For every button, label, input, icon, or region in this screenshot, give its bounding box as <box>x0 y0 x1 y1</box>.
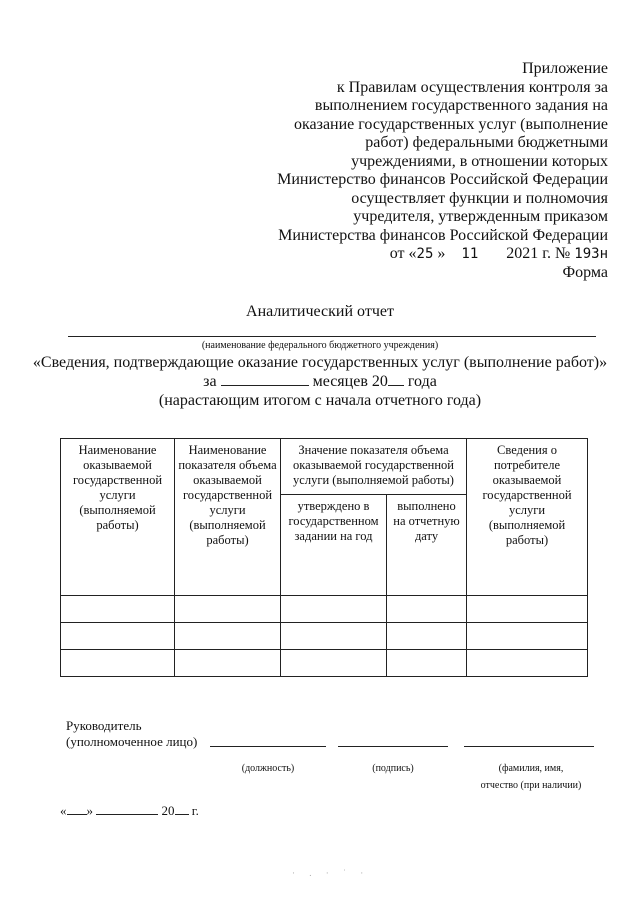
cumulative-note: (нарастающим итогом с начала отчетного года) <box>158 392 482 409</box>
table-cell[interactable] <box>467 650 588 677</box>
table-cell[interactable] <box>175 623 281 650</box>
scan-artifacts: · . · ˙ · <box>292 868 370 878</box>
header-service-name: Наименование оказываемой государственной услуги (выполняемой работы) <box>61 439 175 596</box>
date-year-prefix: 20 <box>161 803 175 818</box>
report-subtitle-block <box>0 353 640 410</box>
period-year-blank <box>388 373 404 386</box>
table-cell[interactable] <box>61 650 175 677</box>
report-table <box>60 438 588 677</box>
full-name-line[interactable] <box>464 746 594 747</box>
header-line: работ) федеральными бюджетными <box>365 134 608 151</box>
header-approved: утверждено в государственном задании на год <box>281 494 387 595</box>
header-line: Министерства финансов Российской Федерации <box>278 226 608 244</box>
table-cell[interactable] <box>467 596 588 623</box>
header-line: осуществляет функции и полномочия <box>351 189 608 207</box>
full-name-caption-line1: (фамилия, имя, <box>498 763 564 774</box>
position-line[interactable] <box>210 746 326 747</box>
signatory-subtitle: (уполномоченное лицо) <box>66 734 198 749</box>
order-reference <box>268 245 608 264</box>
order-number: 193н <box>574 246 608 262</box>
header-line: оказание государственных услуг (выполнение <box>293 115 608 133</box>
date-open-quote: « <box>60 803 67 818</box>
table-cell[interactable] <box>61 623 175 650</box>
date-year-blank[interactable] <box>175 802 189 815</box>
table-cell[interactable] <box>61 596 175 623</box>
table-cell[interactable] <box>281 650 387 677</box>
position-caption: (должность) <box>241 763 295 774</box>
order-year: 2021 г. № <box>506 245 571 262</box>
header-line: выполнением государственного задания на <box>314 97 608 114</box>
signatory-title: Руководитель <box>66 718 142 733</box>
date-close-quote: » <box>86 803 93 818</box>
appendix-header <box>268 60 608 282</box>
header-indicator-name: Наименование показателя объема оказываемой государственной услуги (выполняемой работы) <box>175 439 281 596</box>
period-prefix: за <box>203 373 217 390</box>
table-cell[interactable] <box>281 623 387 650</box>
header-line: Приложение <box>522 60 608 77</box>
table-cell[interactable] <box>281 596 387 623</box>
date-month-blank[interactable] <box>96 802 158 815</box>
table-cell[interactable] <box>387 623 467 650</box>
header-line: к Правилам осуществления контроля за <box>336 78 608 96</box>
header-completed: выполнено на отчетную дату <box>387 494 467 595</box>
table-row <box>61 650 588 677</box>
header-line: учредителя, утвержденным приказом <box>353 208 608 225</box>
org-caption: (наименование федерального бюджетного учреждения) <box>201 340 439 351</box>
header-line: Министерство финансов Российской Федерации <box>277 171 608 188</box>
order-month: 11 <box>461 246 479 262</box>
period-suffix: года <box>407 373 437 390</box>
order-quote-close: » <box>437 245 446 262</box>
header-indicator-value: Значение показателя объема оказываемой государственной услуги (выполняемой работы) <box>281 439 467 495</box>
full-name-caption <box>456 760 606 794</box>
period-months-blank <box>221 373 309 386</box>
date-line <box>60 802 199 819</box>
period-middle: месяцев 20 <box>312 373 388 390</box>
date-day-blank[interactable] <box>67 802 87 815</box>
table-cell[interactable] <box>387 650 467 677</box>
report-period <box>0 372 640 391</box>
table-row <box>61 623 588 650</box>
signatory-label <box>66 718 197 750</box>
signature-line[interactable] <box>338 746 448 747</box>
report-title: Аналитический отчет <box>246 303 394 320</box>
full-name-caption-line2: отчество (при наличии) <box>480 780 582 791</box>
form-label: Форма <box>562 263 608 281</box>
table-row <box>61 596 588 623</box>
table-cell[interactable] <box>467 623 588 650</box>
order-day: 25 <box>416 246 434 262</box>
header-line: учреждениями, в отношении которых <box>351 152 608 170</box>
order-prefix: от « <box>389 245 417 262</box>
header-consumer-info: Сведения о потребителе оказываемой государственной услуги (выполняемой работы) <box>467 439 588 596</box>
date-suffix: г. <box>191 803 199 818</box>
table-cell[interactable] <box>175 596 281 623</box>
table-cell[interactable] <box>175 650 281 677</box>
report-subtitle: «Сведения, подтверждающие оказание государственных услуг (выполнение работ)» <box>32 354 608 371</box>
signature-caption: (подпись) <box>372 763 414 774</box>
org-name-line <box>68 336 596 337</box>
table-cell[interactable] <box>387 596 467 623</box>
